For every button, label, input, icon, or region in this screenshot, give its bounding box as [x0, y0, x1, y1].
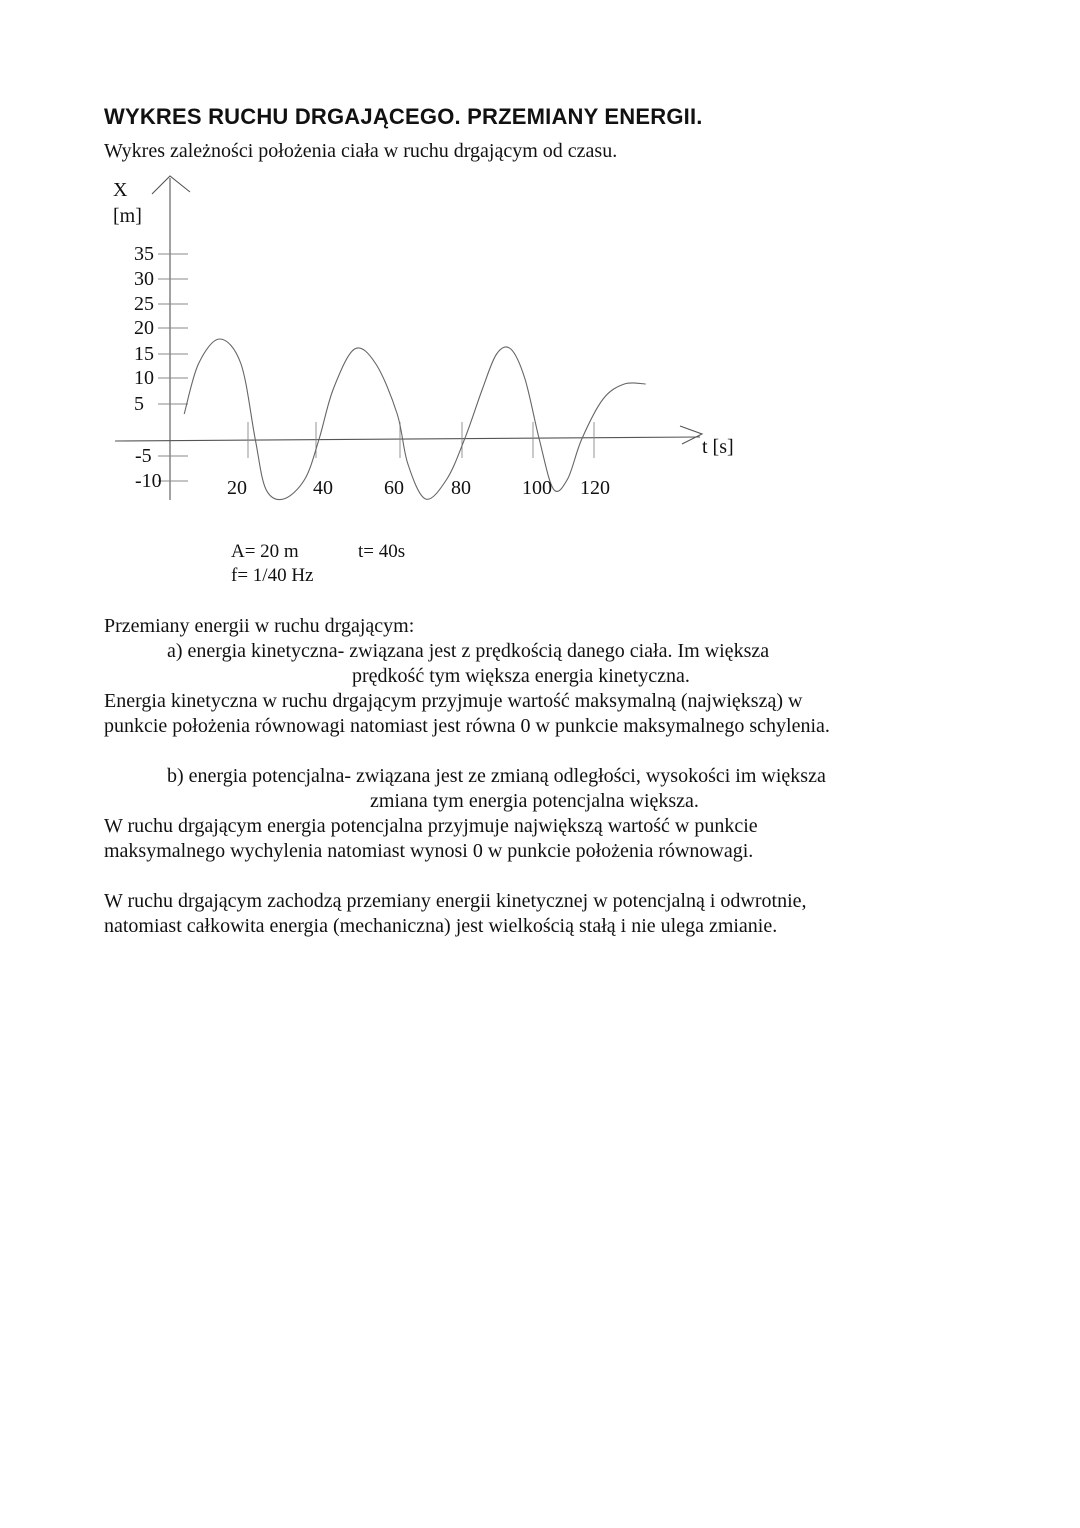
- potential-paragraph-line1: W ruchu drgającym energia potencjalna przyjmuje największą wartość w punkcie: [104, 815, 758, 837]
- x-tick-label: 80: [451, 477, 471, 499]
- kinetic-definition-line1: a) energia kinetyczna- związana jest z prędkością danego ciała. Im większa: [167, 640, 770, 662]
- energy-section-heading: Przemiany energii w ruchu drgającym:: [104, 615, 415, 637]
- kinetic-paragraph-line2: punkcie położenia równowagi natomiast jest równa 0 w punkcie maksymalnego schylenia.: [104, 715, 830, 737]
- oscillation-curve: [184, 339, 646, 500]
- y-tick-label: -10: [135, 470, 162, 492]
- y-axis-unit: [m]: [113, 205, 142, 227]
- y-tick-label: 10: [134, 367, 154, 389]
- y-tick-label: 20: [134, 317, 154, 339]
- y-tick-label: 15: [134, 343, 154, 365]
- x-tick-label: 100: [522, 477, 552, 499]
- oscillation-graph: [100, 166, 760, 562]
- y-tick-label: 25: [134, 293, 154, 315]
- summary-line1: W ruchu drgającym zachodzą przemiany energii kinetycznej w potencjalną i odwrotnie,: [104, 890, 807, 912]
- graph-canvas: [100, 166, 760, 546]
- x-axis: [115, 437, 700, 441]
- x-tick-label: 40: [313, 477, 333, 499]
- potential-paragraph-line2: maksymalnego wychylenia natomiast wynosi 0 w punkcie położenia równowagi.: [104, 840, 754, 862]
- y-tick-label: 30: [134, 268, 154, 290]
- page-title: WYKRES RUCHU DRGAJĄCEGO. PRZEMIANY ENERGII.: [104, 104, 703, 129]
- x-tick-label: 120: [580, 477, 610, 499]
- y-axis-tick-marks: [158, 254, 188, 481]
- y-tick-label: -5: [135, 445, 152, 467]
- annotation-frequency: f= 1/40 Hz: [231, 565, 314, 586]
- annotation-amplitude: A= 20 m: [231, 541, 299, 562]
- x-tick-label: 20: [227, 477, 247, 499]
- annotation-period: t= 40s: [358, 541, 406, 562]
- kinetic-paragraph-line1: Energia kinetyczna w ruchu drgającym przyjmuje wartość maksymalną (największą) w: [104, 690, 803, 712]
- graph-caption: Wykres zależności położenia ciała w ruchu drgającym od czasu.: [104, 140, 618, 162]
- potential-definition-line1: b) energia potencjalna- związana jest ze zmianą odległości, wysokości im większa: [167, 765, 826, 787]
- y-tick-label: 35: [134, 243, 154, 265]
- y-axis-label: X: [113, 179, 128, 201]
- kinetic-definition-line2: prędkość tym większa energia kinetyczna.: [352, 665, 690, 687]
- x-axis-arrowhead: [680, 426, 702, 444]
- x-tick-label: 60: [384, 477, 404, 499]
- y-tick-label: 5: [134, 393, 144, 415]
- potential-definition-line2: zmiana tym energia potencjalna większa.: [370, 790, 699, 812]
- x-axis-label: t [s]: [702, 436, 734, 458]
- y-axis-arrowhead: [152, 176, 190, 194]
- summary-line2: natomiast całkowita energia (mechaniczna) jest wielkością stałą i nie ulega zmianie.: [104, 915, 778, 937]
